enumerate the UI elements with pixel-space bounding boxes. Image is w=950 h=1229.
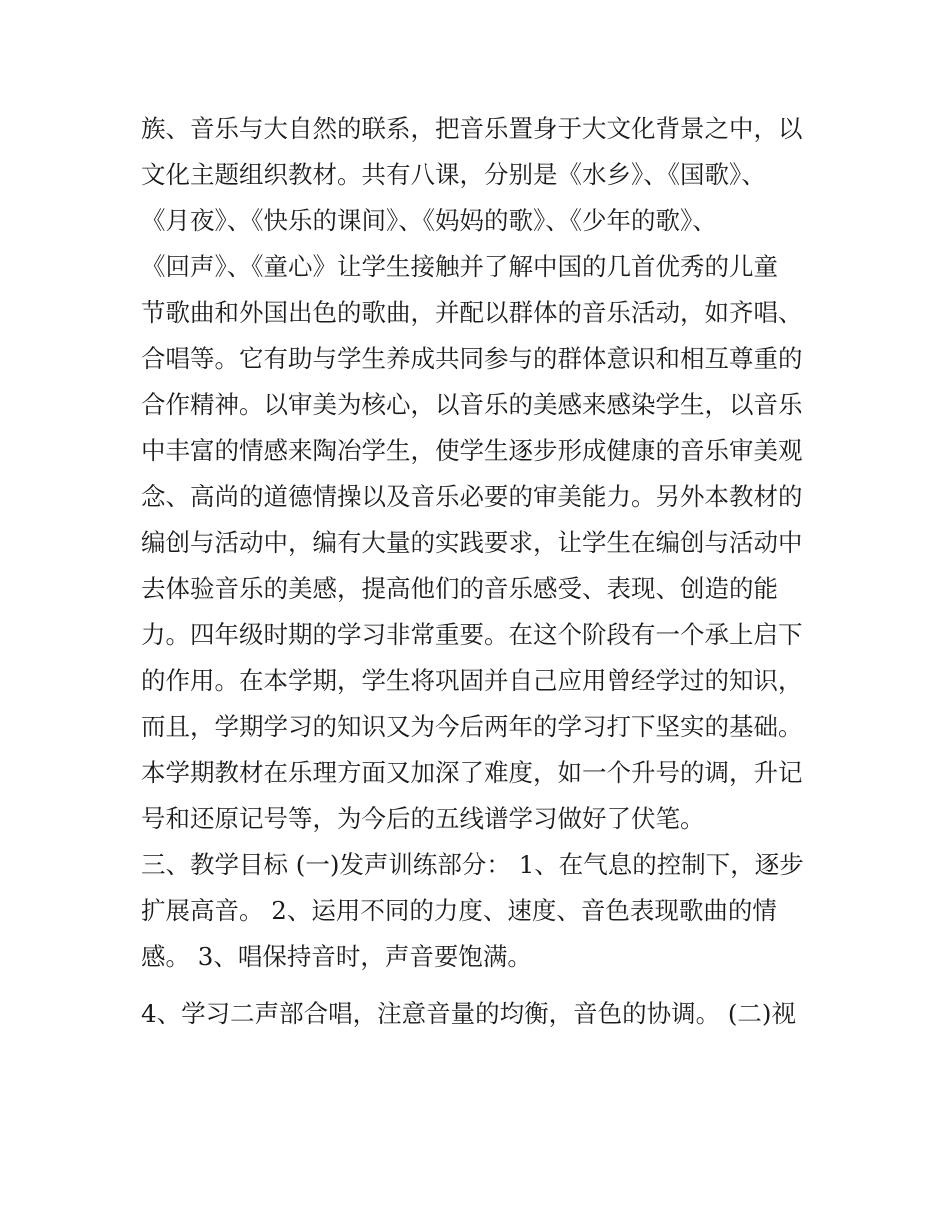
text-line: 族、音乐与大自然的联系，把音乐置身于大文化背景之中，以 (141, 114, 803, 143)
text-line: 合作精神。以审美为核心，以音乐的美感来感染学生，以音乐 (141, 390, 803, 419)
text-line: 4、学习二声部合唱，注意音量的均衡，音色的协调。 (二)视 (141, 999, 796, 1028)
text-line: 本学期教材在乐理方面又加深了难度，如一个升号的调，升记 (141, 758, 803, 787)
text-line: 三、教学目标 (一)发声训练部分： 1、在气息的控制下，逐步 (141, 850, 804, 879)
text-line: 编创与活动中，编有大量的实践要求，让学生在编创与活动中 (141, 528, 803, 557)
text-line: 《月夜》、《快乐的课间》、《妈妈的歌》、《少年的歌》、 (141, 206, 717, 235)
paragraph-gap (141, 980, 831, 991)
text-line: 去体验音乐的美感，提高他们的音乐感受、表现、创造的能 (141, 574, 778, 603)
text-line: 的作用。在本学期，学生将巩固并自己应用曾经学过的知识， (141, 666, 803, 695)
text-line: 《回声》、《童心》让学生接触并了解中国的几首优秀的儿童 (141, 252, 778, 281)
text-line: 文化主题组织教材。共有八课，分别是《水乡》、《国歌》、 (141, 160, 766, 189)
text-line: 节歌曲和外国出色的歌曲，并配以群体的音乐活动，如齐唱、 (141, 298, 803, 327)
text-line: 力。四年级时期的学习非常重要。在这个阶段有一个承上启下 (141, 620, 803, 649)
text-line: 念、高尚的道德情操以及音乐必要的审美能力。另外本教材的 (141, 482, 803, 511)
text-line: 合唱等。它有助与学生养成共同参与的群体意识和相互尊重的 (141, 344, 803, 373)
body-text (141, 106, 831, 1037)
text-line: 而且，学期学习的知识又为今后两年的学习打下坚实的基础。 (141, 712, 803, 741)
text-line: 扩展高音。 2、运用不同的力度、速度、音色表现歌曲的情 (141, 896, 777, 925)
text-line: 中丰富的情感来陶冶学生，使学生逐步形成健康的音乐审美观 (141, 436, 803, 465)
text-line: 感。 3、唱保持音时，声音要饱满。 (141, 942, 532, 971)
text-line: 号和还原记号等，为今后的五线谱学习做好了伏笔。 (141, 804, 705, 833)
